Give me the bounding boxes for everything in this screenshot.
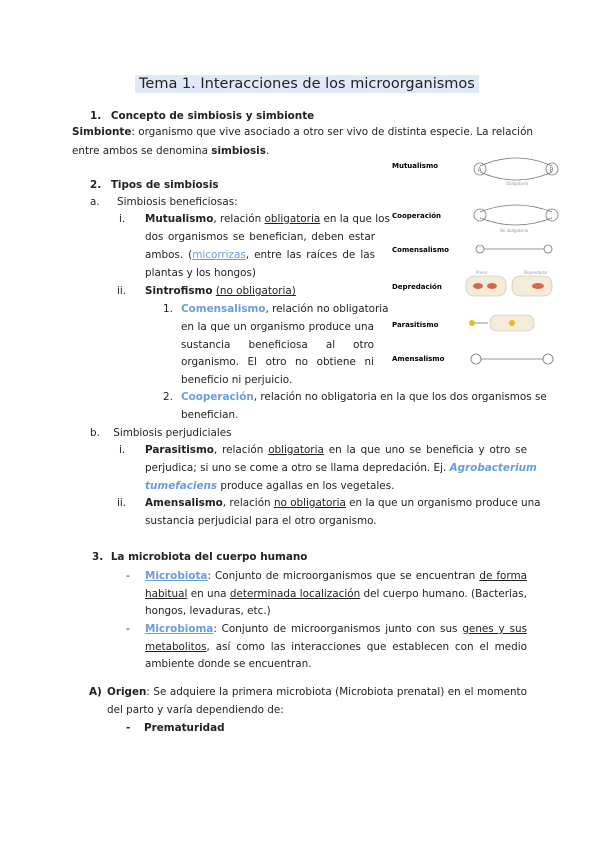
microbioma-term[interactable]: Microbioma — [145, 623, 214, 635]
text: , entre las raíces de las — [245, 249, 375, 261]
comensalismo-diagram — [476, 245, 552, 253]
beneficiosas-item — [90, 196, 238, 208]
comensalismo-line3: sustancia beneficiosa al otro — [181, 339, 374, 351]
parasitismo-term: Parasitismo — [145, 444, 214, 456]
comensalismo-line2: en la que un organismo produce una — [181, 321, 374, 333]
text: , así como las interacciones que establecen con el medio — [206, 641, 527, 653]
obligatorio-label: Obligatorio — [506, 181, 529, 186]
perjudiciales-label: Simbiosis perjudiciales — [113, 427, 232, 439]
text: : Se adquiere la primera microbiota (Microbiota prenatal) en el momento — [146, 686, 527, 698]
no-obligatoria-text: no obligatoria — [273, 497, 346, 509]
localizacion-text: determinada localización — [229, 588, 361, 600]
parasitismo-line2 — [145, 462, 537, 474]
mutualismo-line1 — [145, 213, 390, 225]
perjudiciales-item — [90, 427, 232, 439]
beneficiosas-label: Simbiosis beneficiosas: — [116, 196, 238, 208]
diagram-label-cooperacion: Cooperación — [392, 212, 442, 220]
text: en la que un organismo produce una — [345, 497, 541, 509]
tumefaciens-name: tumefaciens — [145, 480, 218, 492]
obligatoria-text: obligatoria — [268, 444, 324, 456]
microbiota-line3: hongos, levaduras, etc.) — [145, 605, 271, 617]
simbionte-def-end: . — [265, 145, 270, 157]
amensalismo-line1 — [145, 497, 541, 509]
diagram-label-depredacion: Depredación — [392, 283, 442, 291]
mutualismo-term: Mutualismo — [145, 213, 214, 225]
diagram-label-mutualismo: Mutualismo — [392, 162, 439, 170]
microbioma-line3: ambiente donde se encuentran. — [145, 658, 312, 670]
diagram-label-comensalismo: Comensalismo — [392, 246, 449, 254]
prematuridad-label: Prematuridad — [143, 722, 225, 734]
simbionte-def-line2 — [72, 145, 269, 157]
text: perjudica; si uno se come a otro se llama depredación. Ej. — [145, 462, 450, 474]
amensalismo-line2: sustancia perjudicial para el otro organismo. — [145, 515, 377, 527]
text: ambos. ( — [145, 249, 193, 261]
text: : Conjunto de microorganismos que se encuentran — [207, 570, 480, 582]
comensalismo-line5: beneficio ni perjuicio. — [181, 374, 293, 386]
microbioma-line2 — [145, 641, 527, 653]
microbiota-line1 — [145, 570, 527, 582]
list-marker-a: a. — [90, 196, 100, 208]
section-2-number: 2. — [90, 179, 102, 191]
text: : Conjunto de microorganismos junto con sus — [213, 623, 463, 635]
sintrofismo-line — [145, 285, 296, 297]
cooperacion-line1 — [181, 391, 547, 403]
microbioma-line1 — [145, 623, 527, 635]
node-a-label: A — [477, 166, 482, 174]
mutualismo-line4: plantas y los hongos) — [145, 267, 256, 279]
node-a-circle — [474, 209, 486, 221]
page-title: Tema 1. Interacciones de los microorganismos — [135, 75, 479, 93]
cooperacion-term: Cooperación — [181, 391, 254, 403]
section-3-title: La microbiota del cuerpo humano — [110, 551, 308, 563]
amensalismo-diagram — [471, 354, 553, 364]
node-b-circle — [546, 209, 558, 221]
cooperacion-diagram — [474, 205, 558, 233]
depredacion-diagram — [466, 270, 552, 296]
section-1-number: 1. — [90, 110, 102, 122]
prematuridad-item — [126, 722, 225, 734]
simbionte-def-text: entre ambos se denomina — [72, 145, 212, 157]
comensalismo-line4: organismo. El otro no obtiene ni — [181, 356, 374, 368]
list-marker-ii: ii. — [117, 285, 127, 297]
microbiota-term[interactable]: Microbiota — [145, 570, 208, 582]
mutualismo-diagram — [474, 158, 558, 186]
text: , relación — [213, 444, 269, 456]
amensalismo-term: Amensalismo — [145, 497, 223, 509]
list-marker-bi: i. — [119, 444, 126, 456]
diagram-label-parasitismo: Parasitismo — [392, 321, 439, 329]
underlined-text: de forma — [479, 570, 527, 582]
list-marker-1: 1. — [163, 303, 173, 315]
parasitismo-line3 — [145, 480, 394, 492]
section-2-heading — [90, 179, 219, 191]
list-marker-b: b. — [90, 427, 100, 439]
parasitismo-line1 — [145, 444, 527, 456]
list-marker-i: i. — [119, 213, 126, 225]
microbiota-line2 — [145, 588, 527, 600]
simbionte-definition — [72, 126, 534, 138]
bullet-dash: - — [126, 722, 131, 734]
text: , relación — [222, 497, 274, 509]
sintrofismo-term: Sintrofismo — [145, 285, 213, 297]
text: en la que los — [320, 213, 390, 225]
bullet-dash: - — [126, 570, 130, 582]
text: , relación no obligatoria — [265, 303, 389, 315]
predador-label: Depredador — [524, 270, 548, 275]
obligatoria-text: obligatoria — [264, 213, 321, 225]
underlined-text: genes y sus — [462, 623, 527, 635]
text: en la que uno se beneficia y otro se — [323, 444, 527, 456]
simbiosis-term: simbiosis — [211, 145, 266, 157]
simbionte-term: Simbionte — [72, 126, 132, 138]
mutualismo-line2: dos organismos se benefician, deben estar — [145, 231, 375, 243]
cooperacion-line2: benefician. — [181, 409, 239, 421]
origen-line1 — [107, 686, 527, 698]
list-marker-bii: ii. — [117, 497, 127, 509]
sintrofismo-note: (no obligatoria) — [215, 285, 296, 297]
text: , relación no obligatoria en la que los dos organismos se — [253, 391, 547, 403]
text: , relación — [213, 213, 265, 225]
agrobacterium-name: Agrobacterium — [449, 462, 537, 474]
presa-label: Presa — [476, 270, 487, 275]
node-b-label: B — [549, 166, 554, 174]
comensalismo-term: Comensalismo — [181, 303, 266, 315]
section-1-title: Concepto de simbiosis y simbionte — [110, 110, 315, 122]
comensalismo-line1 — [181, 303, 389, 315]
section-1-heading — [90, 110, 314, 122]
section-3-number: 3. — [92, 551, 104, 563]
diagram-label-amensalismo: Amensalismo — [392, 355, 445, 363]
bullet-dash: - — [126, 623, 130, 635]
section-2-title: Tipos de simbiosis — [110, 179, 219, 191]
origen-line2: del parto y varía dependiendo de: — [107, 704, 284, 716]
list-marker-2: 2. — [163, 391, 173, 403]
origen-term: Origen — [107, 686, 147, 698]
micorrizas-link[interactable]: micorrizas — [192, 249, 246, 261]
symbiosis-diagram — [388, 152, 568, 380]
simbionte-def-line1: : organismo que vive asociado a otro ser vivo de distinta especie. La relación — [131, 126, 534, 138]
parasitismo-diagram — [469, 315, 534, 331]
metabolitos-text: metabolitos — [145, 641, 207, 653]
mutualismo-line3 — [145, 249, 375, 261]
text: en una — [187, 588, 230, 600]
habitual-text: habitual — [145, 588, 188, 600]
text: produce agallas en los vegetales. — [217, 480, 395, 492]
section-a-marker: A) — [89, 686, 102, 698]
no-obligatorio-label: No obligatorio — [500, 228, 529, 233]
section-3-heading — [92, 551, 307, 563]
text: del cuerpo humano. (Bacterias, — [360, 588, 528, 600]
